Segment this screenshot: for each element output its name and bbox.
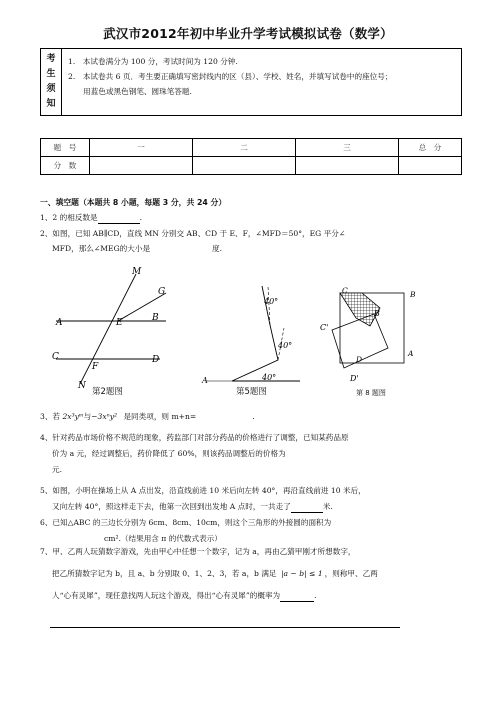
- question-text: 度.: [212, 244, 223, 253]
- score-header-cell: 三: [296, 139, 399, 157]
- score-input-cell[interactable]: [296, 157, 399, 175]
- question-7: [40, 546, 378, 602]
- score-header-cell: 总 分: [399, 139, 462, 157]
- point-label: B: [152, 313, 159, 323]
- question-text: MFD，那么∠MEG的大小是: [52, 244, 151, 253]
- score-header-cell: 一: [90, 139, 193, 157]
- math-expression: −3xⁿy²: [91, 412, 118, 421]
- question-6: [40, 517, 331, 545]
- question-text: 价为 a 元，经过调整后，药价降低了 60%，则该药品调整后的价格为: [52, 449, 286, 458]
- score-header-cell: 题 号: [41, 139, 90, 157]
- figure-caption: 第5题图: [236, 387, 267, 397]
- ray-eg: [118, 293, 166, 321]
- notice-head-char: 须: [46, 84, 56, 94]
- angle-label: 40°: [278, 341, 293, 350]
- point-label: M: [132, 267, 142, 277]
- question-text: .: [139, 213, 143, 222]
- answer-blank[interactable]: [291, 503, 323, 513]
- question-text: 元.: [52, 465, 63, 474]
- question-text: cm².（结果用含 π 的代数式表示）: [104, 534, 222, 543]
- question-text: 6、已知△ABC 的三边长分别为 6cm、8cm、10cm，则这个三角形的外接圆的面积为: [40, 518, 332, 527]
- page-title: 武汉市2012年初中毕业升学考试模拟试卷（数学）: [103, 26, 393, 41]
- point-label: A: [202, 376, 208, 385]
- point-label: C: [52, 352, 59, 362]
- point-label: D: [152, 355, 160, 365]
- question-text: 米.: [322, 502, 333, 511]
- figure-8-diagram: [318, 286, 428, 386]
- answer-blank[interactable]: [98, 213, 143, 224]
- math-expression: 2x³yᵐ: [62, 412, 84, 421]
- point-label: A: [56, 318, 63, 328]
- point-label: C: [342, 286, 348, 295]
- question-5: [40, 485, 366, 513]
- notice-heading: [41, 49, 62, 116]
- question-3: [40, 410, 255, 424]
- figure-2-diagram: [48, 262, 178, 402]
- point-label: F: [92, 362, 99, 372]
- notice-item: 1. 本试卷满分为 100 分，考试时间为 120 分钟.: [68, 57, 238, 66]
- point-label: D': [350, 374, 359, 383]
- question-text: .: [314, 591, 317, 600]
- point-label: C': [320, 323, 329, 332]
- angle-label: 40°: [262, 373, 277, 382]
- point-label: A: [408, 349, 414, 358]
- question-text: .: [252, 412, 255, 421]
- question-text: 5、如图，小明在操场上从 A 点出发，沿直线前进 10 米后向左转 40°，再沿直线前进 10 米后，: [40, 486, 366, 495]
- angle-label: 40°: [264, 297, 279, 306]
- point-label: B: [410, 290, 416, 299]
- notice-head-char: 考: [46, 54, 56, 64]
- notice-item: 2. 本试卷共 6 页．考生要正确填写密封线内的区（县）、学校、姓名，并填写试卷中的座位号；: [68, 72, 393, 81]
- question-text: 4、针对药品市场价格不规范的现象，药监部门对部分药品的价格进行了调整，已知某药品原: [40, 433, 349, 442]
- point-label: D: [356, 355, 363, 364]
- point-label: E: [116, 318, 123, 328]
- notice-head-char: 生: [46, 69, 56, 79]
- question-text: 把乙所猜数字记为 b，且 a、b 分别取 0、1、2、3，若 a，b 满足: [52, 569, 277, 578]
- candidate-notice-box: [40, 48, 462, 116]
- question-text: 人“心有灵犀”，现任意找两人玩这个游戏，得出“心有灵犀”的概率为: [52, 591, 281, 600]
- score-header-cell: 二: [193, 139, 296, 157]
- point-label: N: [78, 381, 86, 391]
- figure-caption: 第 8 题图: [356, 389, 386, 397]
- point-label: G: [158, 287, 166, 297]
- question-text: 3、若: [40, 412, 61, 421]
- question-text: 与: [83, 412, 92, 421]
- notice-item: 用蓝色或黑色钢笔、圆珠笔答题.: [68, 87, 192, 96]
- math-expression: |a − b| ≤ 1: [280, 569, 323, 578]
- question-text: 7、甲、乙两人玩猜数字游戏，先由甲心中任想一个数字，记为 a，再由乙猜甲刚才所想数字，: [40, 547, 356, 556]
- bottom-rule: [50, 627, 400, 628]
- question-2: [40, 228, 345, 255]
- score-label-cell: 分 数: [41, 157, 90, 175]
- question-text: 2、如图，已知 AB∥CD，直线 MN 分别交 AB、CD 于 E、F，∠MFD＝50°，EG 平分∠: [40, 229, 346, 238]
- section-heading: 一、填空题（本题共 8 小题，每题 3 分，共 24 分）: [40, 198, 227, 207]
- notice-body: [62, 49, 462, 116]
- answer-blank[interactable]: [280, 591, 317, 602]
- question-text: ，则称甲、乙两: [324, 569, 378, 578]
- score-input-cell[interactable]: [90, 157, 193, 175]
- score-input-cell[interactable]: [399, 157, 462, 175]
- question-text: 是同类项，则 m+n=: [123, 412, 197, 421]
- point-label: B: [374, 309, 380, 318]
- question-4: [40, 432, 349, 476]
- notice-head-char: 知: [46, 99, 56, 109]
- line-mn: [80, 274, 136, 384]
- score-input-cell[interactable]: [193, 157, 296, 175]
- question-text: 又向左转 40°，照这样走下去，他第一次回到出发地 A 点时，一共走了: [52, 502, 291, 511]
- figure-caption: 第2题图: [92, 387, 123, 397]
- score-table: [40, 138, 462, 175]
- question-text: 1、2 的相反数是: [40, 213, 98, 222]
- figure-5-diagram: [200, 278, 310, 388]
- question-1: [40, 212, 142, 224]
